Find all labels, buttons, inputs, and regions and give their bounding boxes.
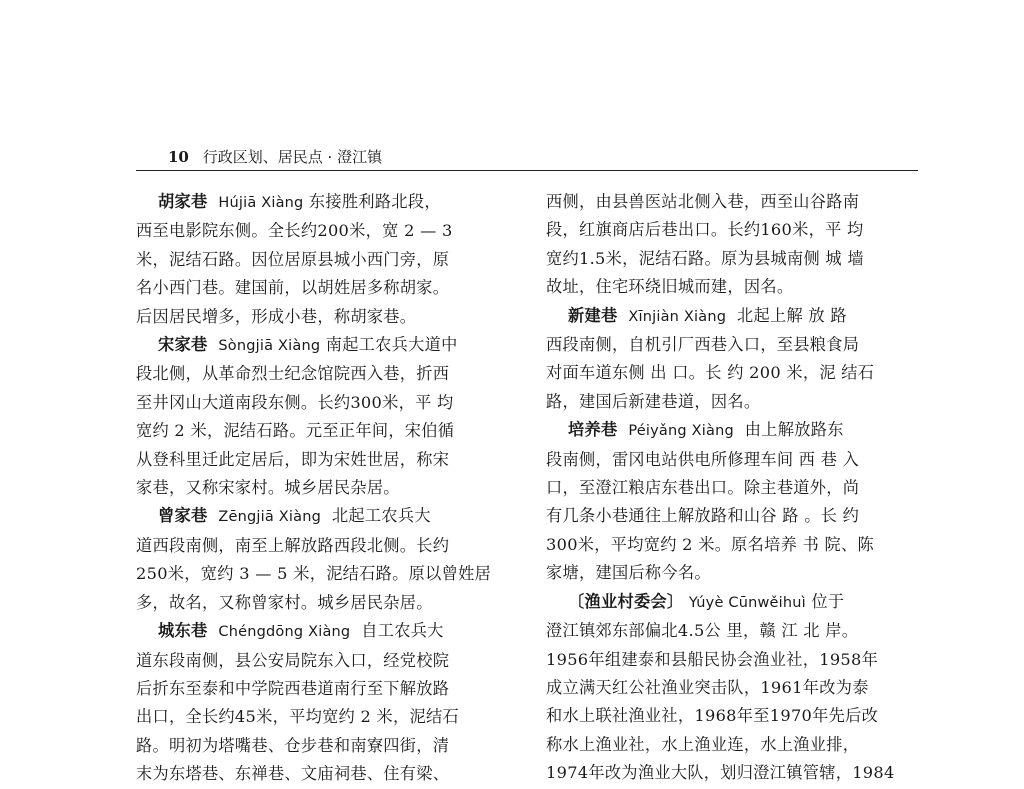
header-rule [136, 170, 918, 171]
entry-title: 宋家巷 [158, 335, 208, 355]
text-line: 米，泥结石路。因位居原县城小西门旁，原 [136, 249, 450, 269]
text-line: 和水上联社渔业社，1968年至1970年先后改 [546, 706, 879, 726]
text-line: 多，故名，又称曾家村。城乡居民杂居。 [136, 592, 433, 612]
right-column [546, 188, 920, 788]
text-line: 300米，平均宽约 2 米。原名培养 书 院、陈 [546, 534, 874, 554]
text-line: 250米，宽约 3 — 5 米，泥结石路。原以曾姓居 [136, 564, 492, 584]
text-line: 故址，住宅环绕旧城而建，因名。 [546, 277, 794, 297]
entry-pinyin: Yúyè Cūnwěihuì [688, 594, 806, 611]
text-line: 家巷，又称宋家村。城乡居民杂居。 [136, 478, 400, 498]
entry-title: 胡家巷 [158, 192, 208, 211]
text-line: 对面车道东侧 出 口。长 约 200 米，泥 结石 [546, 363, 875, 383]
entry-pinyin: Hújiā Xiàng [218, 195, 304, 211]
text-line: 东接胜利路北段， [308, 192, 441, 211]
text-line: 宽约1.5米，泥结石路。原为县城南侧 城 墙 [546, 248, 864, 268]
text-line: 北起工农兵大 [331, 506, 431, 526]
text-line: 由上解放路东 [744, 420, 844, 440]
text-line: 1956年组建泰和县船民协会渔业社，1958年 [546, 649, 879, 669]
entry-title: 新建巷 [568, 305, 618, 325]
entry-pinyin: Chéngdōng Xiàng [218, 624, 351, 641]
entry-yuye-cunweihui [546, 588, 920, 788]
text-line: 西段南侧，自机引厂西巷入口，至县粮食局 [546, 335, 860, 355]
page-number: 10 [168, 148, 189, 166]
text-line: 澄江镇郊东部偏北4.5公 里，赣 江 北 岸。 [546, 621, 859, 641]
entry-chengdong-xiang [136, 617, 510, 788]
text-line: 后因居民增多，形成小巷，称胡家巷。 [136, 306, 417, 326]
text-line: 段，红旗商店后巷出口。长约160米，平 均 [546, 220, 864, 240]
text-line: 出口，全长约45米，平均宽约 2 米，泥结石 [136, 707, 459, 727]
text-line: 路，建国后新建巷道，因名。 [546, 391, 761, 411]
text-line: 道西段南侧，南至上解放路西段北侧。长约 [136, 535, 450, 555]
entry-pinyin: Péiyǎng Xiàng [628, 423, 734, 440]
text-line: 段北侧，从革命烈士纪念馆院西入巷，折西 [136, 364, 450, 384]
entry-title: 〔渔业村委会〕 [568, 591, 684, 611]
text-line: 口，至澄江粮店东巷出口。除主巷道外，尚 [546, 478, 860, 498]
text-line: 有几条小巷通往上解放路和山谷 路 。长 约 [546, 506, 860, 526]
text-line: 名小西门巷。建国前，以胡姓居多称胡家。 [136, 278, 450, 298]
entry-hujia-xiang [136, 188, 510, 331]
text-line: 宽约 2 米，泥结石路。元至正年间，宋伯循 [136, 421, 455, 441]
text-line: 南起工农兵大道中 [325, 335, 458, 355]
text-line: 从登科里迁此定居后，即为宋姓世居，称宋 [136, 449, 450, 469]
text-line: 路。明初为塔嘴巷、仓步巷和南寮四街，清 [136, 735, 450, 755]
entry-songjia-xiang [136, 331, 510, 502]
entry-title: 城东巷 [158, 621, 208, 641]
entry-zengjia-xiang [136, 502, 510, 617]
entry-title: 培养巷 [568, 420, 618, 440]
left-column [136, 188, 510, 789]
text-line: 至井冈山大道南段东侧。长约300米，平 均 [136, 392, 454, 412]
text-line: 西侧，由县兽医站北侧入巷，西至山谷路南 [546, 192, 860, 211]
text-line: 成立满天红公社渔业突击队，1961年改为泰 [546, 677, 869, 697]
entry-pinyin: Zēngjiā Xiàng [218, 509, 322, 526]
text-line: 段南侧，雷冈电站供电所修理车间 西 巷 入 [546, 449, 860, 469]
text-line: 道东段南侧，县公安局院东入口，经党校院 [136, 650, 450, 670]
entry-pinyin: Xīnjiàn Xiàng [628, 308, 727, 325]
running-title: 行政区划、居民点 · 澄江镇 [202, 148, 383, 166]
text-line: 自工农兵大 [361, 621, 444, 641]
text-line: 末为东塔巷、东禅巷、文庙祠巷、住有梁、 [136, 764, 450, 784]
entry-peiyang-xiang [546, 416, 920, 587]
text-line: 后折东至泰和中学院西巷道南行至下解放路 [136, 678, 450, 698]
entry-xinjian-xiang [546, 302, 920, 417]
text-line: 位于 [811, 591, 845, 611]
text-line: 称水上渔业社，水上渔业连，水上渔业排， [546, 734, 860, 754]
entry-title: 曾家巷 [158, 506, 208, 526]
text-line: 家塘，建国后称今名。 [546, 563, 711, 583]
entry-continuation [546, 188, 920, 302]
entry-pinyin: Sòngjiā Xiàng [218, 338, 321, 355]
text-line: 西至电影院东侧。全长约200米，宽 2 — 3 [136, 221, 453, 241]
text-line: 北起上解 放 路 [737, 305, 847, 325]
page-header [168, 146, 382, 167]
text-line: 1974年改为渔业大队，划归澄江镇管辖，1984 [546, 763, 895, 783]
